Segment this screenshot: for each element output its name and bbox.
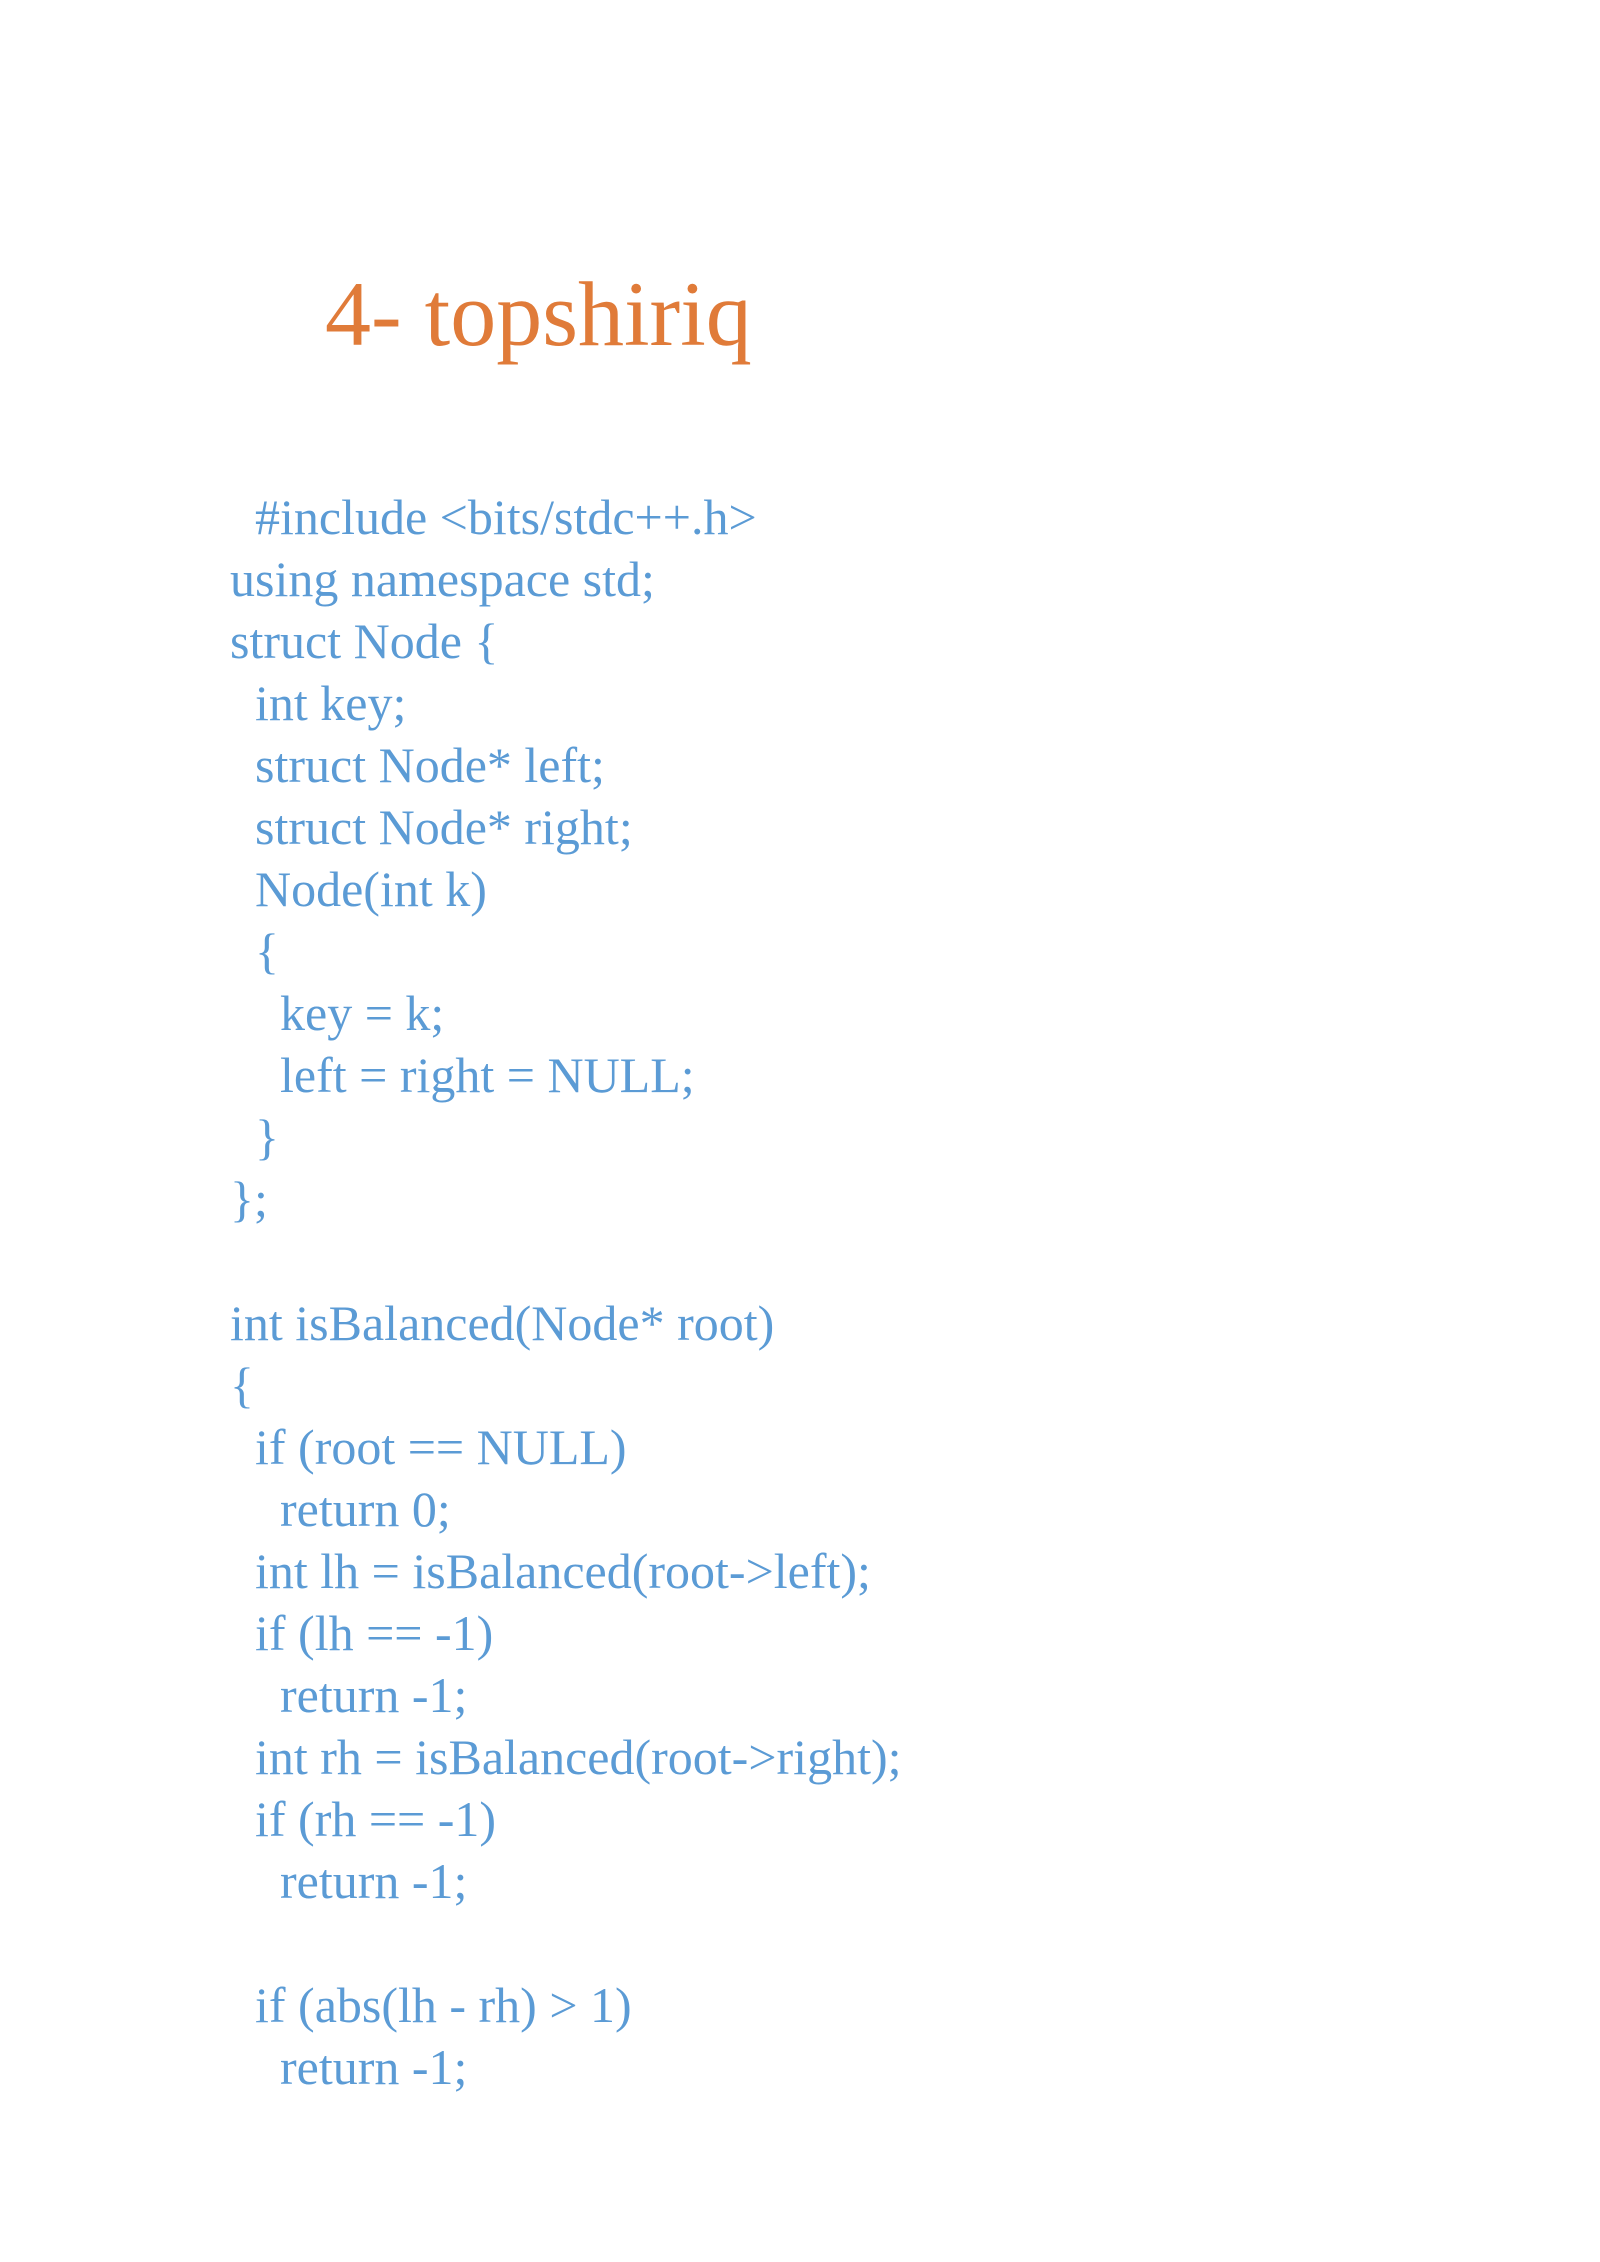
code-line: key = k;: [230, 985, 445, 1041]
page-title: 4- topshiriq: [325, 263, 752, 365]
code-line: }: [230, 1109, 279, 1165]
code-line: #include <bits/stdc++.h>: [230, 489, 757, 545]
code-line: if (rh == -1): [230, 1791, 497, 1847]
code-line: left = right = NULL;: [230, 1047, 695, 1103]
code-line: int lh = isBalanced(root->left);: [230, 1543, 871, 1599]
code-line: if (root == NULL): [230, 1419, 627, 1475]
code-line: if (lh == -1): [230, 1605, 494, 1661]
code-line: return -1;: [230, 1667, 468, 1723]
code-line: };: [230, 1171, 268, 1227]
code-line: if (abs(lh - rh) > 1): [230, 1977, 632, 2033]
code-line: {: [230, 1357, 254, 1413]
code-block: [230, 486, 902, 2098]
code-line: return 0;: [230, 1481, 451, 1537]
code-line: struct Node* left;: [230, 737, 605, 793]
code-line: int rh = isBalanced(root->right);: [230, 1729, 902, 1785]
code-line: struct Node {: [230, 613, 499, 669]
code-line: [230, 1912, 902, 1974]
code-line: int key;: [230, 675, 407, 731]
code-line: return -1;: [230, 2039, 468, 2095]
code-line: struct Node* right;: [230, 799, 633, 855]
code-line: {: [230, 923, 279, 979]
code-line: int isBalanced(Node* root): [230, 1295, 775, 1351]
code-line: [230, 1230, 902, 1292]
code-line: Node(int k): [230, 861, 487, 917]
code-line: using namespace std;: [230, 551, 655, 607]
code-line: return -1;: [230, 1853, 468, 1909]
